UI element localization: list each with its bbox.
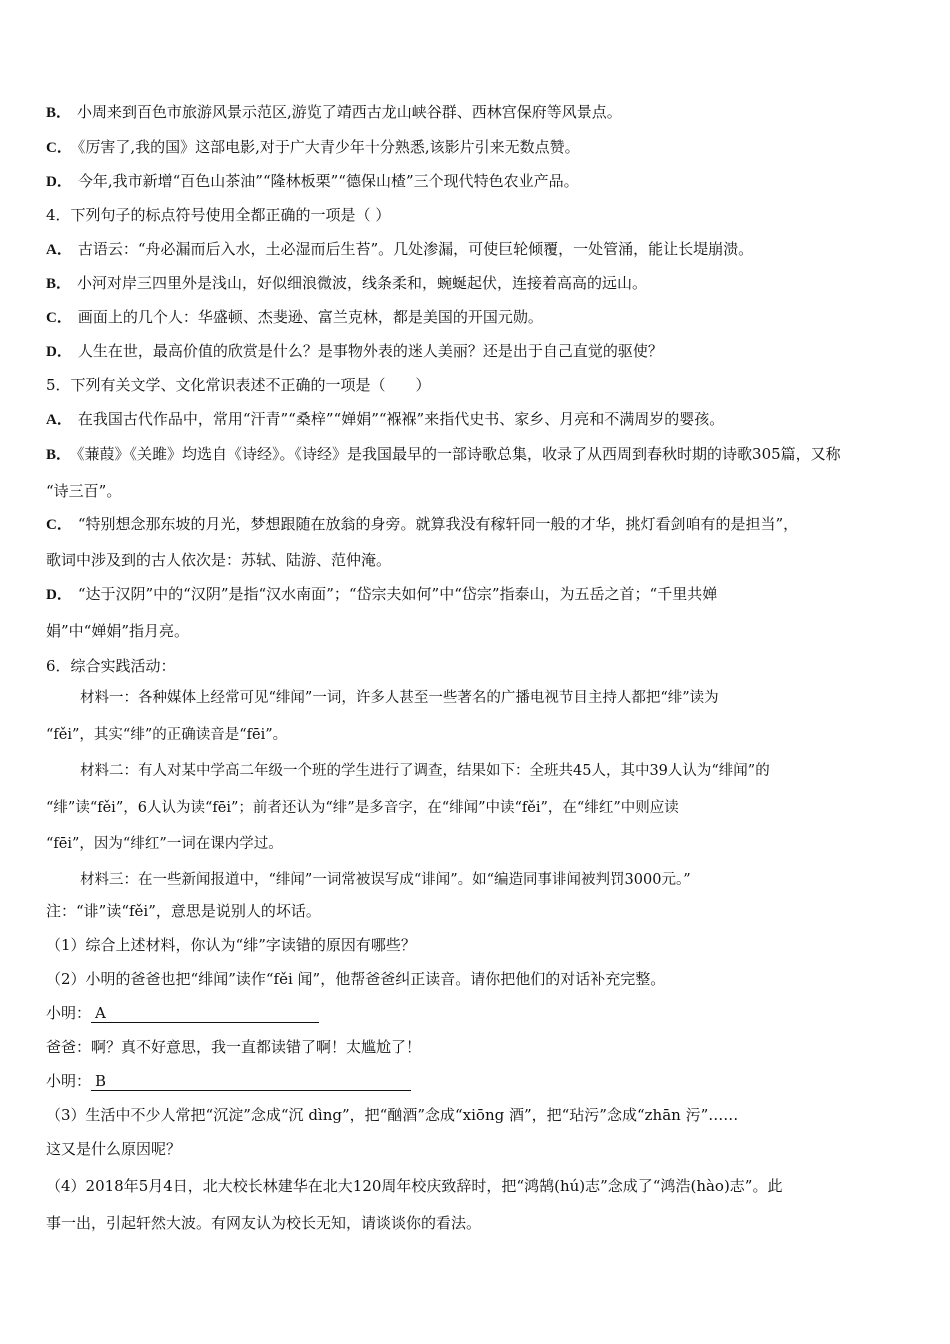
sub-question-2: （2）小明的爸爸也把“绯闻”读作“fěi 闻”，他帮爸爸纠正读音。请你把他们的对话补充完整。: [46, 970, 666, 988]
sub-question-3-line-1: （3）生活中不少人常把“沉淀”念成“沉 dìng”，把“酗酒”念成“xiōng 酒”，把“玷污”念成“zhān 污”……: [46, 1106, 739, 1124]
q3-option-b: B． 小周来到百色市旅游风景示范区,游览了靖西古龙山峡谷群、西林宫保府等风景点。: [46, 103, 622, 121]
q5-option-d-cont: 娟”中“婵娟”指月亮。: [46, 622, 190, 640]
q5-option-b: B． 《蒹葭》《关雎》均选自《诗经》。《诗经》是我国最早的一部诗歌总集，收录了从西周到春秋时期的诗歌305篇，又称: [46, 445, 841, 463]
q5-option-a: A． 在我国古代作品中，常用“汗青”“桑梓”“婵娟”“褓褓”来指代史书、家乡、月亮和不满周岁的婴孩。: [46, 410, 725, 428]
q5-option-c: C． “特别想念那东坡的月光，梦想跟随在放翁的身旁。就算我没有稼轩同一般的才华，挑灯看剑咱有的是担当”，: [46, 515, 799, 533]
material-1-line-1: 材料一：各种媒体上经常可见“绯闻”一词，许多人甚至一些著名的广播电视节目主持人都把“绯”读为: [80, 690, 719, 706]
note: 注：“诽”读“fěi”，意思是说别人的坏话。: [46, 902, 321, 920]
q4-option-b: B． 小河对岸三四里外是浅山，好似细浪微波，线条柔和，蜿蜒起伏，连接着高高的远山。: [46, 274, 648, 292]
q4-option-d: D． 人生在世，最高价值的欣赏是什么？是事物外表的迷人美丽？还是出于自己直觉的驱使？: [46, 342, 663, 360]
q4-option-c: C． 画面上的几个人：华盛顿、杰斐逊、富兰克林，都是美国的开国元勋。: [46, 308, 543, 326]
material-2-line-1: 材料二：有人对某中学高二年级一个班的学生进行了调查，结果如下：全班共45人，其中39人认为“绯闻”的: [80, 763, 770, 779]
material-2-line-3: “fēi”，因为“绯红”一词在课内学过。: [46, 836, 283, 852]
q5-stem: 5．下列有关文学、文化常识表述不正确的一项是（ ）: [46, 376, 431, 394]
sub-question-4-line-1: （4）2018年5月4日，北大校长林建华在北大120周年校庆致辞时，把“鸿鹄(hú)志”念成了“鸿浩(hào)志”。此: [46, 1177, 783, 1195]
sub-question-1: （1）综合上述材料，你认为“绯”字读错的原因有哪些？: [46, 936, 416, 954]
dialogue-xiaoming-b: 小明： B: [46, 1070, 411, 1092]
q4-option-a: A． 古语云：“舟必漏而后入水，土必湿而后生苔”。几处渗漏，可使巨轮倾覆，一处管涌，能让长堤崩溃。: [46, 240, 754, 258]
dialogue-dad: 爸爸：啊？真不好意思，我一直都读错了啊！太尴尬了！: [46, 1038, 422, 1056]
q5-option-b-cont: “诗三百”。: [46, 482, 122, 500]
q3-option-c: C． 《厉害了,我的国》这部电影,对于广大青少年十分熟悉,该影片引来无数点赞。: [46, 138, 580, 156]
sub-question-4-line-2: 事一出，引起轩然大波。有网友认为校长无知，请谈谈你的看法。: [46, 1214, 482, 1232]
answer-blank-a[interactable]: A: [91, 1004, 319, 1023]
answer-blank-b[interactable]: B: [91, 1072, 411, 1091]
q5-option-c-cont: 歌词中涉及到的古人依次是：苏轼、陆游、范仲淹。: [46, 551, 392, 569]
material-2-line-2: “绯”读“fěi”，6人认为读“fēi”；前者还认为“绯”是多音字，在“绯闻”中读“fěi”，在“绯红”中则应读: [46, 800, 679, 816]
dialogue-xiaoming-a: 小明： A: [46, 1002, 319, 1024]
material-1-line-2: “fěi”，其实“绯”的正确读音是“fēi”。: [46, 727, 288, 743]
q4-stem: 4．下列句子的标点符号使用全都正确的一项是（ ）: [46, 206, 391, 224]
q6-stem: 6．综合实践活动：: [46, 657, 176, 675]
sub-question-3-line-2: 这又是什么原因呢？: [46, 1140, 182, 1158]
q5-option-d: D． “达于汉阴”中的“汉阴”是指“汉水南面”；“岱宗夫如何”中“岱宗”指泰山，为五岳之首；“千里共婵: [46, 585, 718, 603]
q3-option-d: D． 今年,我市新增“百色山茶油”“隆林板栗”“德保山楂”三个现代特色农业产品。: [46, 172, 579, 190]
material-3-line-1: 材料三：在一些新闻报道中，“绯闻”一词常被误写成“诽闻”。如“编造同事诽闻被判罚3000元。”: [80, 872, 691, 888]
